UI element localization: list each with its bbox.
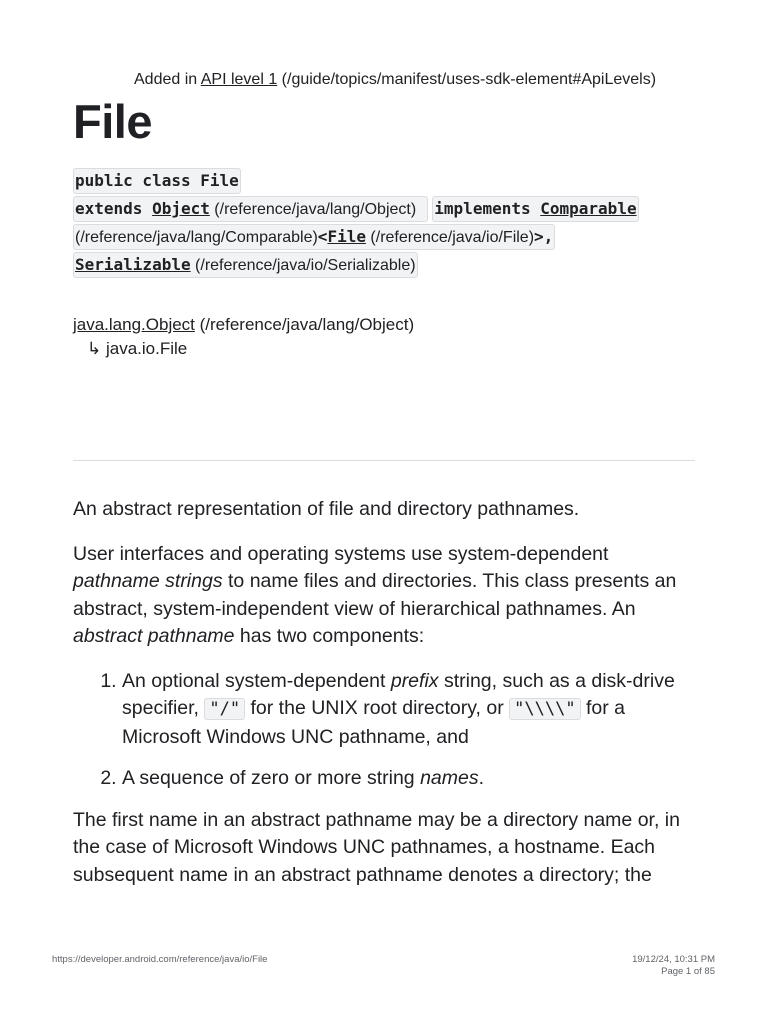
unc-prefix-code: "\\\\" (509, 698, 580, 720)
serializable-line (73, 252, 418, 276)
li1-text-a: An optional system-dependent (122, 669, 391, 692)
file-url: (/reference/java/io/File) (365, 229, 535, 246)
api-level-note (134, 69, 656, 91)
serializable-url: (/reference/java/io/Serializable) (190, 257, 416, 274)
hierarchy-parent (73, 313, 414, 337)
footer-page-number: Page 1 of 85 (661, 966, 715, 977)
p2-emphasis-pathname-strings: pathname strings (73, 570, 223, 592)
serializable-link[interactable]: Serializable (75, 255, 191, 274)
object-url: (/reference/java/lang/Object) (209, 201, 417, 218)
description-paragraph-2 (73, 541, 699, 651)
hierarchy-child: ↳ java.io.File (87, 339, 188, 358)
p2-text-a: User interfaces and operating systems use system-dependent (73, 542, 609, 565)
page-title: File (73, 95, 152, 148)
java-lang-object-link[interactable]: java.lang.Object (73, 315, 195, 334)
object-link[interactable]: Object (152, 199, 210, 218)
li2-text-a: A sequence of zero or more string (122, 767, 421, 789)
implements-clause (432, 196, 638, 222)
extends-keyword: extends (75, 199, 153, 218)
list-item (122, 668, 699, 752)
implements-keyword: implements (434, 199, 541, 218)
footer-meta (632, 954, 715, 978)
class-hierarchy (73, 313, 414, 361)
comparable-url: (/reference/java/lang/Comparable) (75, 229, 318, 246)
footer-url: https://developer.android.com/reference/java/io/File (52, 954, 268, 965)
generic-open: < (317, 227, 328, 246)
section-divider (73, 460, 695, 461)
generic-close: >, (534, 227, 554, 246)
comparable-link[interactable]: Comparable (540, 199, 637, 218)
p2-text-b: to name files and directories. This class presents an abstract, system-independent view of hierarchical pathnames. An (73, 570, 677, 620)
generic-line (73, 224, 555, 248)
api-level-link[interactable]: API level 1 (200, 71, 278, 88)
li1-emphasis-prefix: prefix (390, 669, 439, 692)
file-link[interactable]: File (327, 227, 366, 246)
serializable-clause (73, 252, 418, 278)
unix-root-code: "/" (204, 698, 245, 720)
added-prefix: Added in (134, 71, 201, 88)
p2-text-c: has two components: (234, 625, 425, 647)
footer-datetime: 19/12/24, 10:31 PM (632, 954, 715, 965)
class-declaration: public class File (73, 168, 241, 194)
class-declaration-line (73, 168, 241, 192)
extends-clause (73, 196, 428, 222)
class-description (73, 496, 699, 889)
li1-text-d: for a Microsoft Windows UNC pathname, and (122, 697, 626, 748)
list-item (122, 765, 699, 793)
java-lang-object-url: (/reference/java/lang/Object) (194, 315, 415, 334)
description-paragraph-1: An abstract representation of file and directory pathnames. (73, 498, 580, 520)
comparable-generic (73, 224, 555, 250)
li2-emphasis-names: names (420, 767, 479, 789)
li1-text-c: for the UNIX root directory, or (245, 697, 510, 719)
extends-line (73, 196, 639, 220)
p2-emphasis-abstract-pathname: abstract pathname (73, 625, 235, 647)
li1-text-b: string, such as a disk-drive specifier, (122, 669, 675, 719)
api-level-url: (/guide/topics/manifest/uses-sdk-element#ApiLevels) (277, 71, 657, 88)
description-paragraph-3: The first name in an abstract pathname may be a directory name or, in the case of Microsoft Windows UNC pathnames, a hostname. Each subsequent name in an abstract pathname denotes a directory; the (73, 808, 680, 886)
li2-text-b: . (478, 767, 485, 789)
components-list (73, 668, 699, 793)
